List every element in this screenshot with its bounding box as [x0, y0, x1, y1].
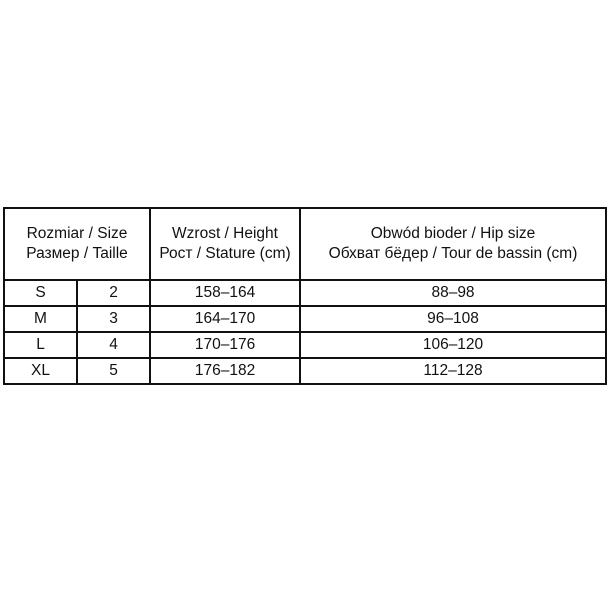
height-range-cell: 158–164	[150, 280, 300, 306]
table-row	[4, 306, 606, 332]
hip-header-line-1: Obwód bioder / Hip size	[370, 225, 536, 242]
hip-range-cell: 112–128	[300, 358, 606, 384]
size-letter-cell: XL	[4, 358, 77, 384]
size-letter-cell: S	[4, 280, 77, 306]
height-header-cell	[150, 208, 300, 280]
size-number-cell: 2	[77, 280, 150, 306]
hip-header-line-2: Обхват бёдер / Tour de bassin (cm)	[328, 245, 578, 262]
size-number-cell: 3	[77, 306, 150, 332]
hip-range-cell: 96–108	[300, 306, 606, 332]
size-header-cell	[4, 208, 150, 280]
height-header-line-2: Рост / Stature (cm)	[159, 245, 291, 262]
height-range-cell: 176–182	[150, 358, 300, 384]
height-range-cell: 170–176	[150, 332, 300, 358]
table-row	[4, 332, 606, 358]
size-header-line-1: Rozmiar / Size	[26, 225, 128, 242]
height-header-line-1: Wzrost / Height	[172, 225, 278, 242]
table-row	[4, 358, 606, 384]
size-letter-cell: M	[4, 306, 77, 332]
size-number-cell: 4	[77, 332, 150, 358]
height-range-cell: 164–170	[150, 306, 300, 332]
size-number-cell: 5	[77, 358, 150, 384]
size-letter-cell: L	[4, 332, 77, 358]
table-row	[4, 280, 606, 306]
hip-header-cell	[300, 208, 606, 280]
size-chart-table	[3, 207, 607, 385]
hip-range-cell: 106–120	[300, 332, 606, 358]
size-header-line-2: Размер / Taille	[26, 245, 128, 262]
table-header-row	[4, 208, 606, 280]
hip-range-cell: 88–98	[300, 280, 606, 306]
